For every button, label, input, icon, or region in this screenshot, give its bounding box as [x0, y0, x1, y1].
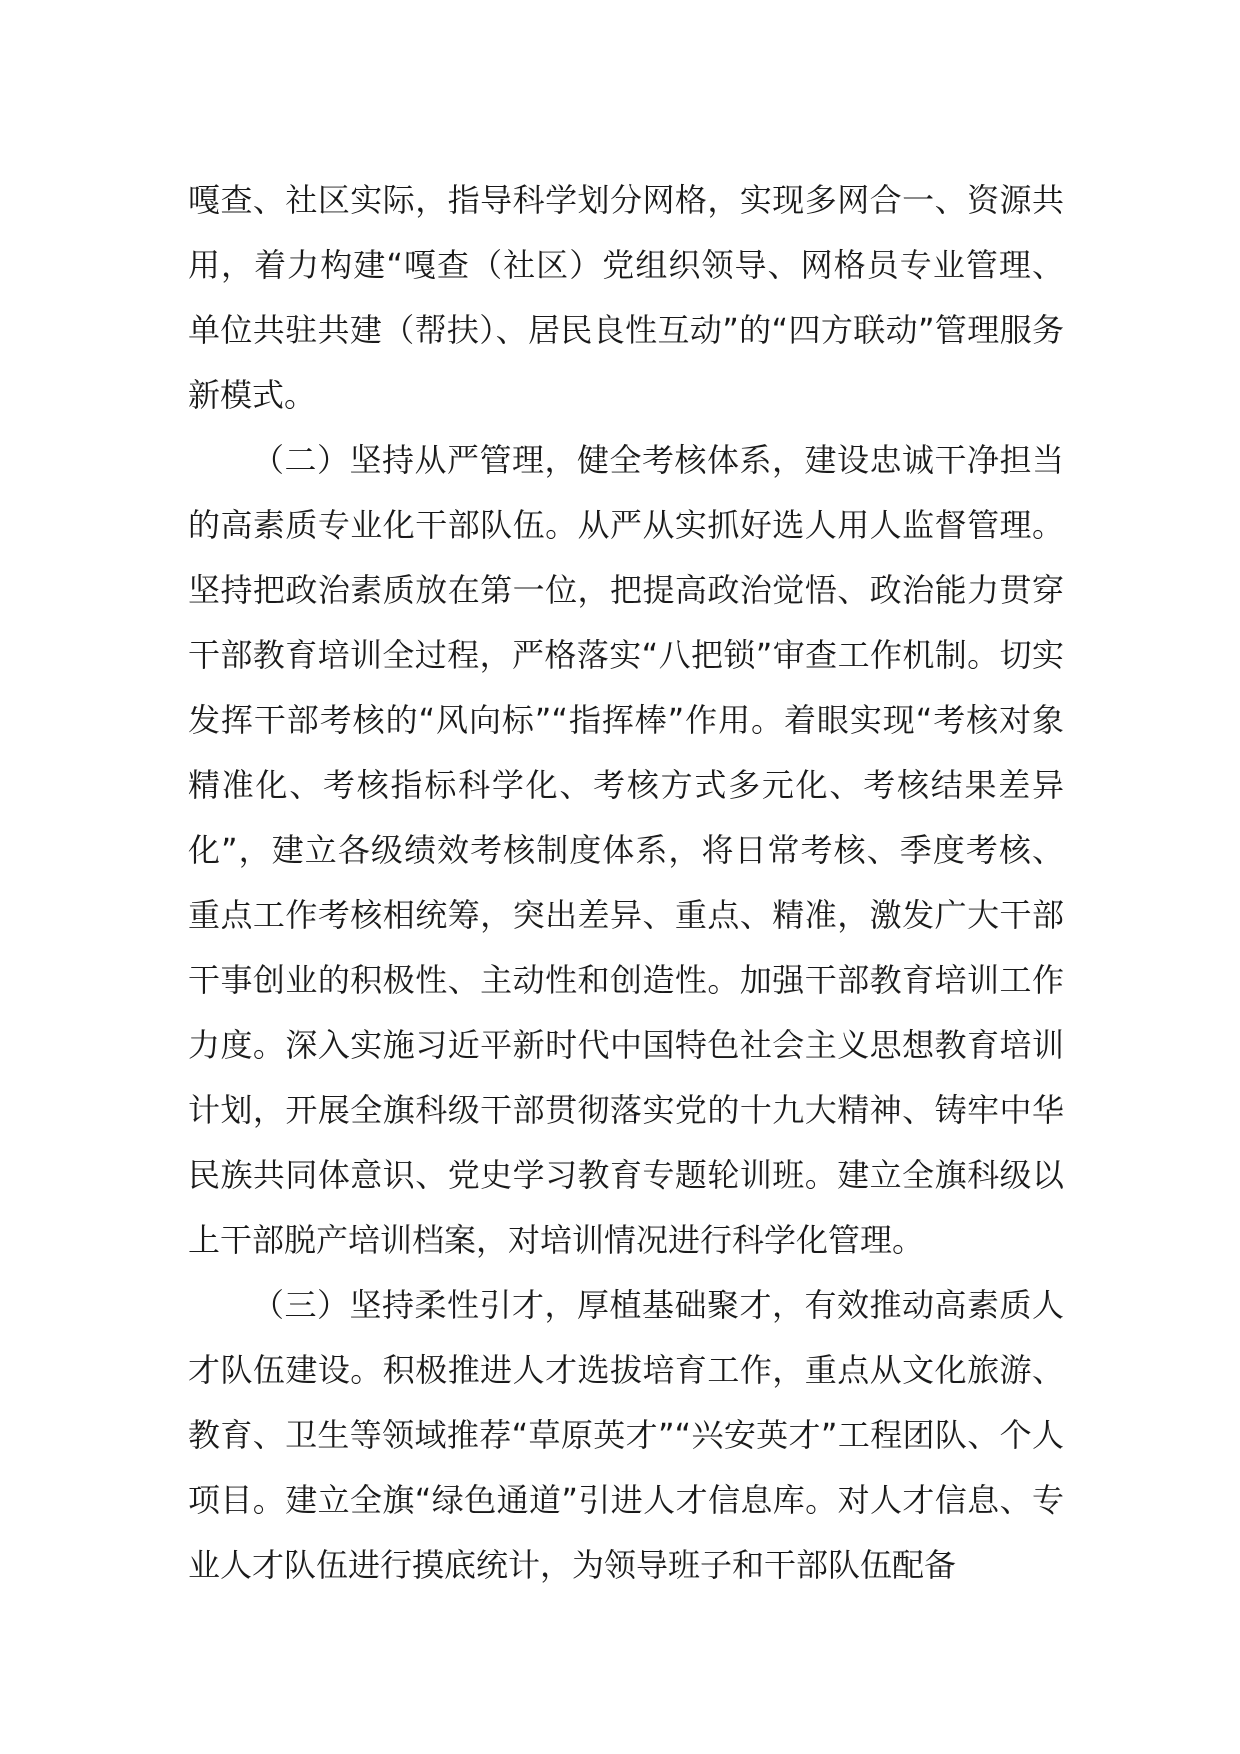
document-body: [188, 168, 1064, 1598]
paragraph-3: （三）坚持柔性引才，厚植基础聚才，有效推动高素质人才队伍建设。积极推进人才选拔培育工作，重点从文化旅游、教育、卫生等领域推荐“草原英才”“兴安英才”工程团队、个人项目。建立全旗“绿色通道”引进人才信息库。对人才信息、专业人才队伍进行摸底统计，为领导班子和干部队伍配备: [188, 1286, 1064, 1584]
paragraph-2: （二）坚持从严管理，健全考核体系，建设忠诚干净担当的高素质专业化干部队伍。从严从实抓好选人用人监督管理。坚持把政治素质放在第一位，把提高政治觉悟、政治能力贯穿干部教育培训全过程，严格落实“八把锁”审查工作机制。切实发挥干部考核的“风向标”“指挥棒”作用。着眼实现“考核对象精准化、考核指标科学化、考核方式多元化、考核结果差异化”，建立各级绩效考核制度体系，将日常考核、季度考核、重点工作考核相统筹，突出差异、重点、精准，激发广大干部干事创业的积极性、主动性和创造性。加强干部教育培训工作力度。深入实施习近平新时代中国特色社会主义思想教育培训计划，开展全旗科级干部贯彻落实党的十九大精神、铸牢中华民族共同体意识、党史学习教育专题轮训班。建立全旗科级以上干部脱产培训档案，对培训情况进行科学化管理。: [188, 441, 1064, 1259]
paragraph-1: 嘎查、社区实际，指导科学划分网格，实现多网合一、资源共用，着力构建“嘎查（社区）党组织领导、网格员专业管理、单位共驻共建（帮扶）、居民良性互动”的“四方联动”管理服务新模式。: [188, 181, 1064, 414]
